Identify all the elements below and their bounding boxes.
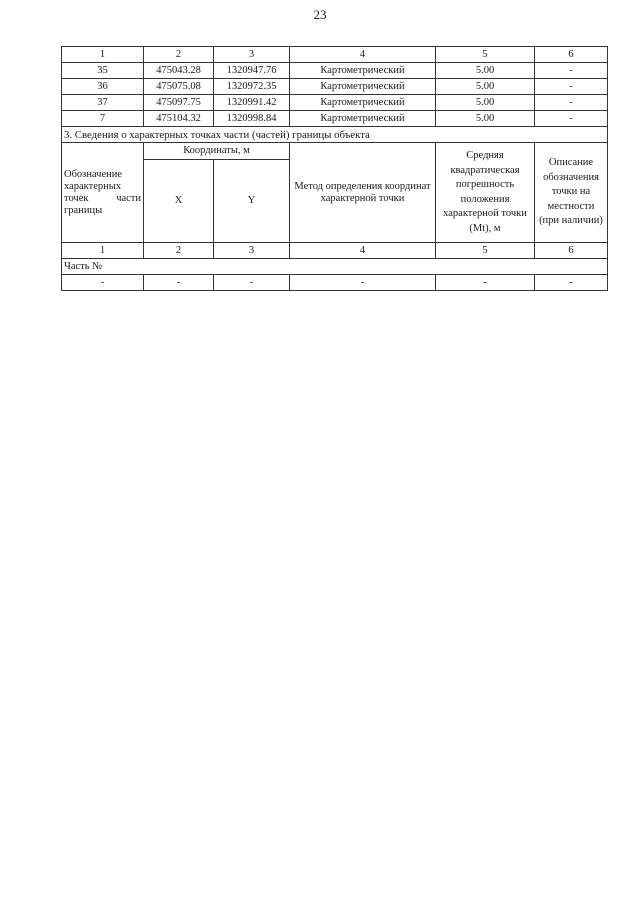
empty-cell: - <box>62 275 144 291</box>
y-coordinate-cell: 1320972.35 <box>214 79 290 95</box>
description-cell: - <box>535 111 608 127</box>
method-cell: Картометрический <box>290 95 436 111</box>
header-cell: 4 <box>290 47 436 63</box>
error-cell: 5.00 <box>436 111 535 127</box>
header-cell: 3 <box>214 47 290 63</box>
numbering-cell: 5 <box>436 243 535 259</box>
x-coordinate-cell: 475043.28 <box>144 63 214 79</box>
table-row <box>62 79 608 95</box>
section-title-row <box>62 127 608 143</box>
error-header: Средняя квадратическая погрешность положения характерной точки (Mt), м <box>436 143 535 243</box>
part-label: Часть № <box>62 259 608 275</box>
x-coordinate-cell: 475097.75 <box>144 95 214 111</box>
y-header: Y <box>214 160 290 243</box>
x-header: X <box>144 160 214 243</box>
numbering-cell: 1 <box>62 243 144 259</box>
x-coordinate-cell: 475075.08 <box>144 79 214 95</box>
x-coordinate-cell: 475104.32 <box>144 111 214 127</box>
description-header: Описание обозначения точки на местности (при наличии) <box>535 143 608 243</box>
coordinates-table <box>61 46 608 291</box>
table-row <box>62 275 608 291</box>
method-cell: Картометрический <box>290 63 436 79</box>
description-cell: - <box>535 63 608 79</box>
empty-cell: - <box>535 275 608 291</box>
description-cell: - <box>535 79 608 95</box>
table-row <box>62 111 608 127</box>
y-coordinate-cell: 1320947.76 <box>214 63 290 79</box>
point-number-cell: 7 <box>62 111 144 127</box>
table-header-row <box>62 47 608 63</box>
empty-cell: - <box>214 275 290 291</box>
numbering-cell: 4 <box>290 243 436 259</box>
method-cell: Картометрический <box>290 111 436 127</box>
header-cell: 1 <box>62 47 144 63</box>
table-row <box>62 95 608 111</box>
error-cell: 5.00 <box>436 63 535 79</box>
point-number-cell: 35 <box>62 63 144 79</box>
empty-cell: - <box>436 275 535 291</box>
numbering-cell: 3 <box>214 243 290 259</box>
part-label-row <box>62 259 608 275</box>
page-number: 23 <box>313 7 327 22</box>
coordinates-header: Координаты, м <box>144 143 290 160</box>
y-coordinate-cell: 1320991.42 <box>214 95 290 111</box>
table-row <box>62 63 608 79</box>
empty-cell: - <box>290 275 436 291</box>
error-cell: 5.00 <box>436 95 535 111</box>
numbering-cell: 6 <box>535 243 608 259</box>
point-number-cell: 37 <box>62 95 144 111</box>
error-cell: 5.00 <box>436 79 535 95</box>
header-cell: 6 <box>535 47 608 63</box>
description-cell: - <box>535 95 608 111</box>
point-number-cell: 36 <box>62 79 144 95</box>
method-header: Метод определения координат характерной точки <box>290 143 436 243</box>
numbering-cell: 2 <box>144 243 214 259</box>
designation-header: Обозначение характерных точек части границы <box>62 143 144 243</box>
y-coordinate-cell: 1320998.84 <box>214 111 290 127</box>
section-title: 3. Сведения о характерных точках части (частей) границы объекта <box>62 127 608 143</box>
numbering-row <box>62 243 608 259</box>
method-cell: Картометрический <box>290 79 436 95</box>
section-header-row <box>62 143 608 160</box>
header-cell: 2 <box>144 47 214 63</box>
empty-cell: - <box>144 275 214 291</box>
header-cell: 5 <box>436 47 535 63</box>
